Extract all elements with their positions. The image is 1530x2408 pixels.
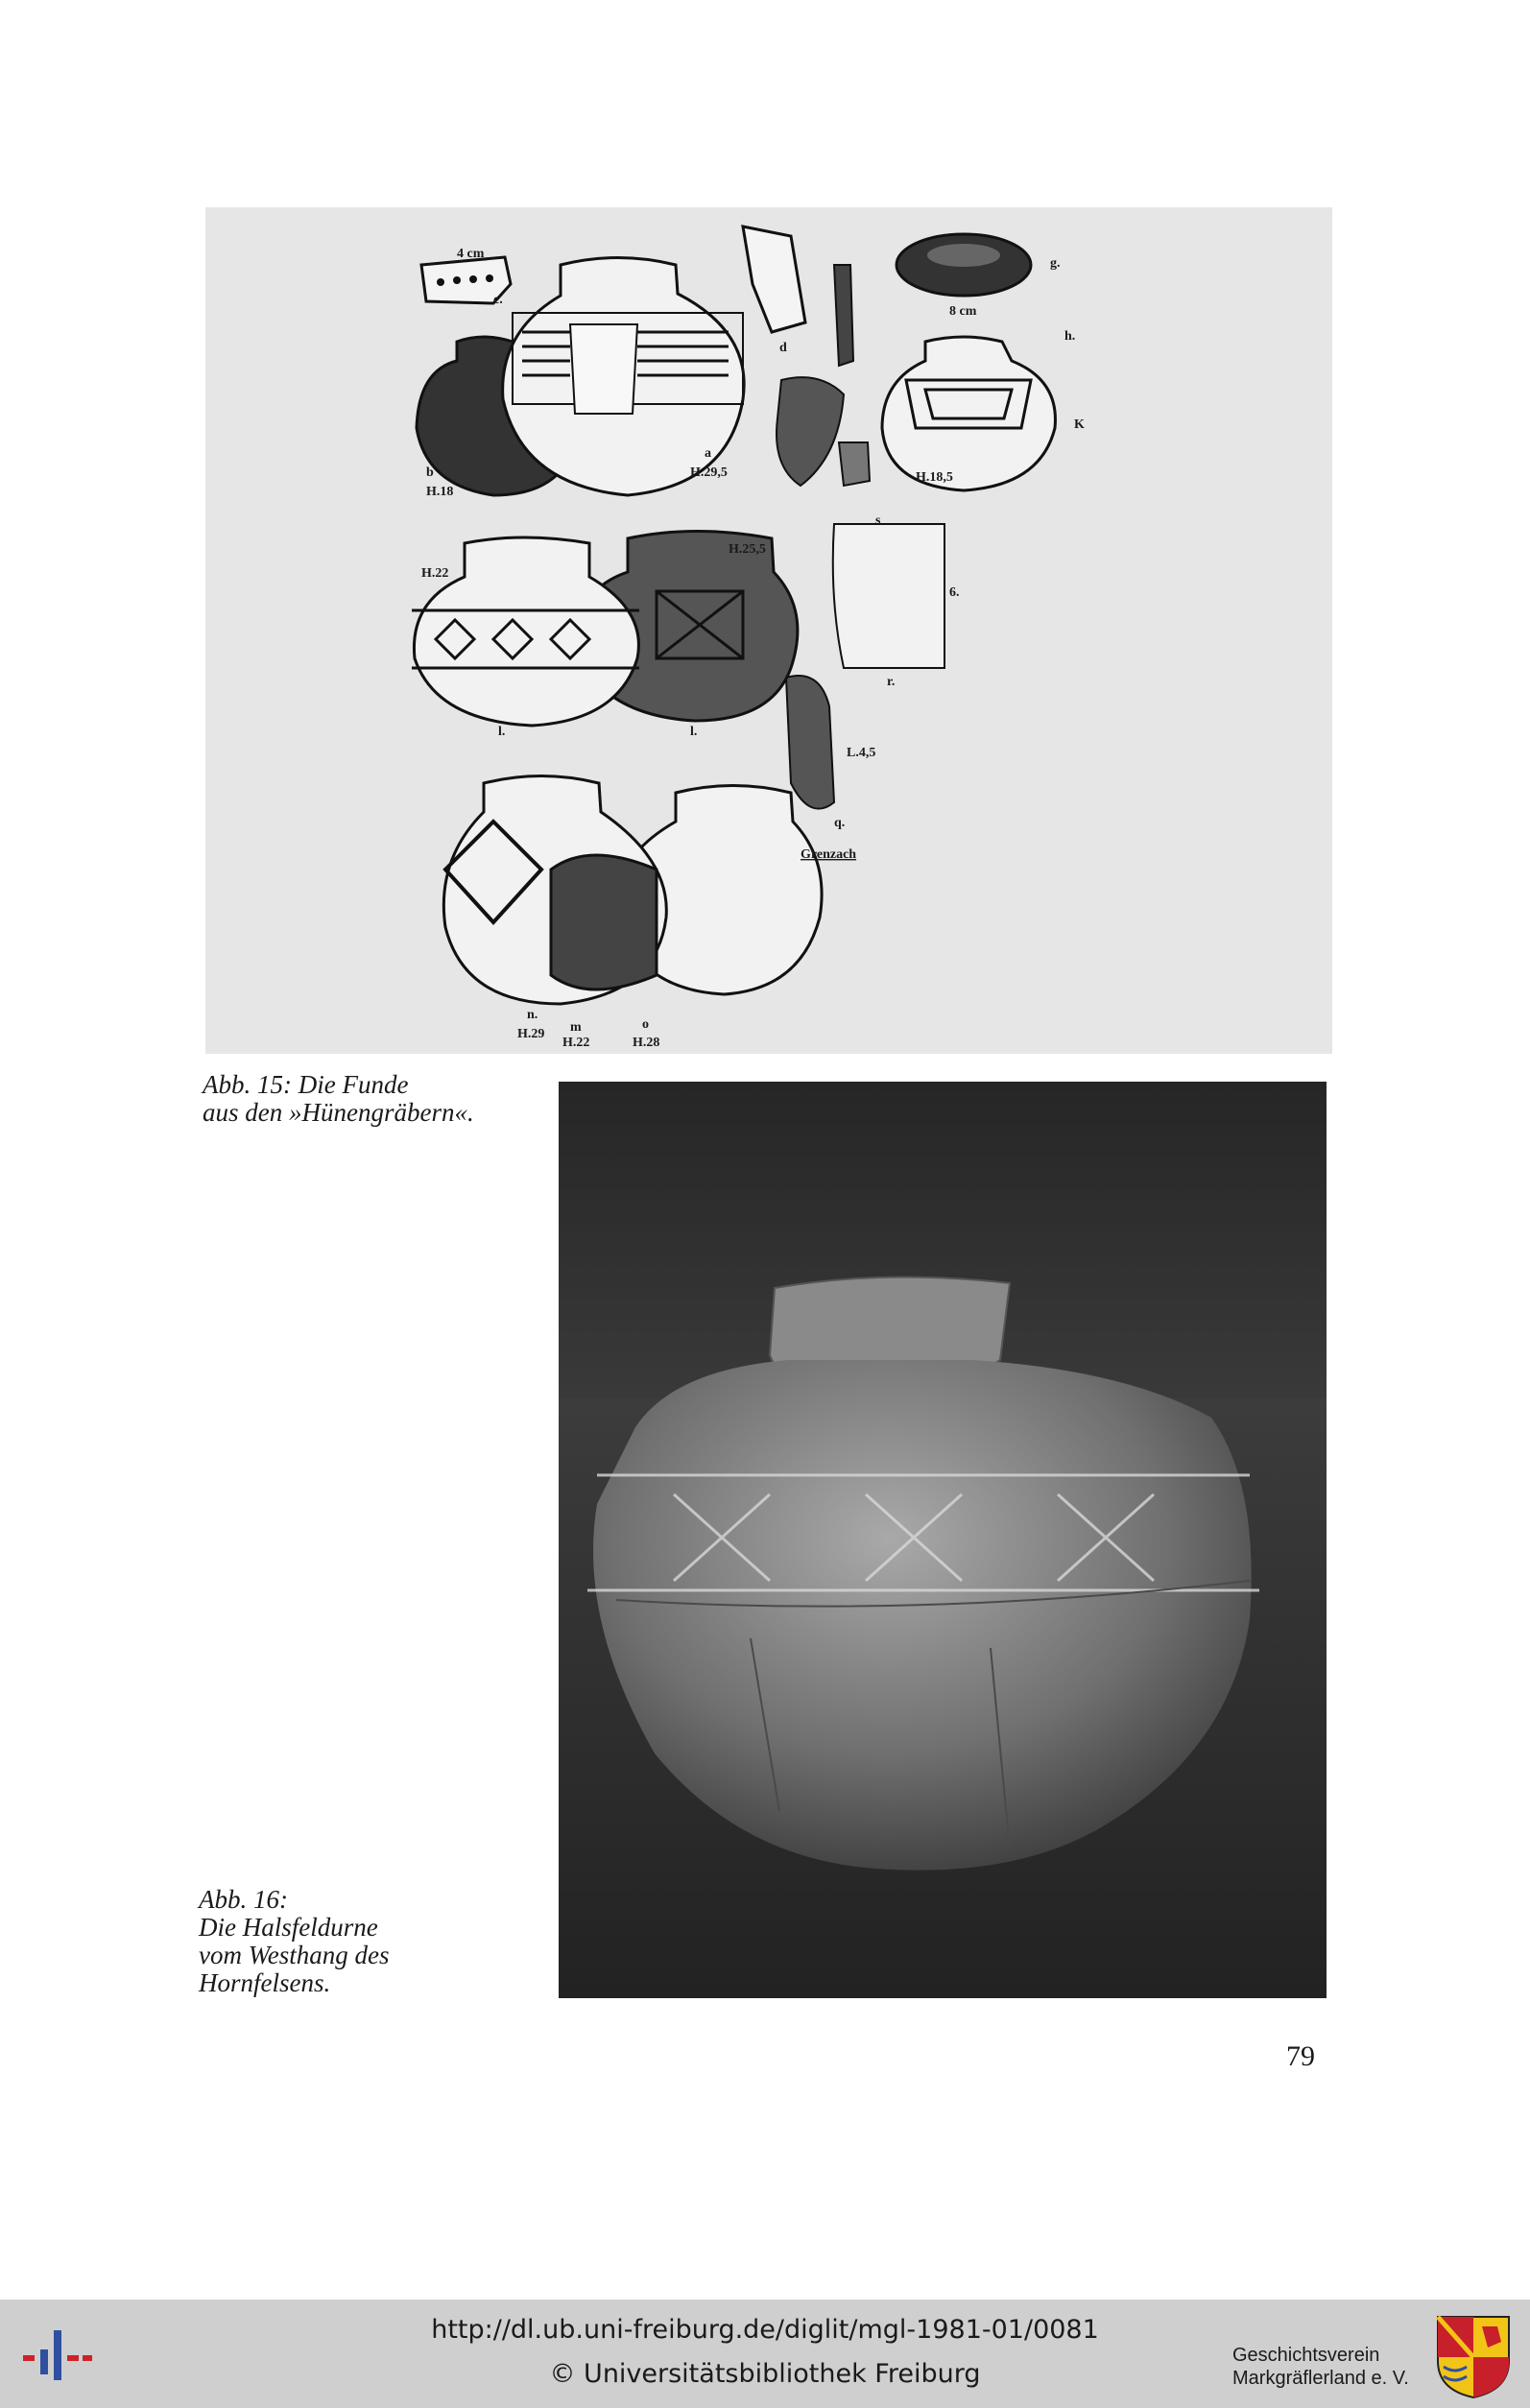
fig-label-m: m	[570, 1020, 582, 1035]
fig-label-h: h.	[1064, 329, 1076, 344]
caption-16-line-2: Die Halsfeldurne	[199, 1913, 378, 1942]
fig-label-o: o	[642, 1017, 649, 1032]
coat-of-arms-icon	[1434, 2313, 1513, 2399]
footer-copyright: © Universitätsbibliothek Freiburg	[549, 2359, 981, 2389]
fig-label-l2: l.	[690, 725, 698, 739]
fig-label-d: d	[779, 341, 787, 355]
figure-15-finds-drawing	[205, 207, 1332, 1054]
caption-15-line-1: Abb. 15: Die Funde	[203, 1070, 409, 1099]
footer-association	[1232, 2344, 1409, 2390]
fig-label-c: c.	[493, 293, 503, 307]
fig-label-q: q.	[834, 816, 846, 830]
fig-label-h18-5: H.18,5	[916, 470, 953, 485]
fig-label-scale-a: 4 cm	[457, 247, 485, 261]
fig-label-l4-5: L.4,5	[847, 746, 876, 760]
fig-label-grenzach: Grenzach	[801, 847, 857, 862]
fig-label-l1: l.	[498, 725, 506, 739]
fig-label-a: a	[705, 446, 711, 461]
fig-label-six: 6.	[949, 585, 960, 600]
association-line-2: Markgräflerland e. V.	[1232, 2368, 1409, 2389]
caption-fig-15	[203, 1071, 474, 1127]
fig-label-r: r.	[887, 675, 896, 689]
caption-15-line-2: aus den »Hünengräbern«.	[203, 1098, 474, 1127]
fig-label-h25-5: H.25,5	[729, 542, 766, 557]
bowl-g	[896, 234, 1031, 296]
fig-label-h18: H.18	[426, 485, 454, 499]
fig-label-h22b: H.22	[562, 1036, 590, 1050]
fig-label-n: n.	[527, 1008, 538, 1022]
caption-16-line-4: Hornfelsens.	[199, 1968, 331, 1997]
footer-bar	[0, 2300, 1530, 2408]
association-line-1: Geschichtsverein	[1232, 2345, 1380, 2366]
fig-label-h29-5: H.29,5	[690, 465, 728, 480]
fig-label-s: s	[875, 513, 881, 528]
fig-label-g: g.	[1050, 256, 1061, 271]
fig-label-h29: H.29	[517, 1027, 545, 1041]
fig-label-h22: H.22	[421, 566, 449, 581]
caption-16-line-3: vom Westhang des	[199, 1941, 390, 1969]
figure-16-urn-photo	[559, 1082, 1327, 1998]
finds-illustration	[205, 207, 1332, 1054]
caption-fig-16	[199, 1886, 389, 1997]
footer-url-link[interactable]: http://dl.ub.uni-freiburg.de/diglit/mgl-1981-01/0081	[431, 2315, 1099, 2345]
caption-16-line-1: Abb. 16:	[199, 1885, 288, 1914]
fig-label-scale-g: 8 cm	[949, 304, 977, 319]
fig-label-b: b	[426, 465, 434, 480]
fig-label-k: K	[1074, 417, 1085, 432]
fig-label-h28: H.28	[633, 1036, 660, 1050]
urn-photo	[559, 1082, 1327, 1998]
page-number: 79	[1286, 2040, 1315, 2072]
